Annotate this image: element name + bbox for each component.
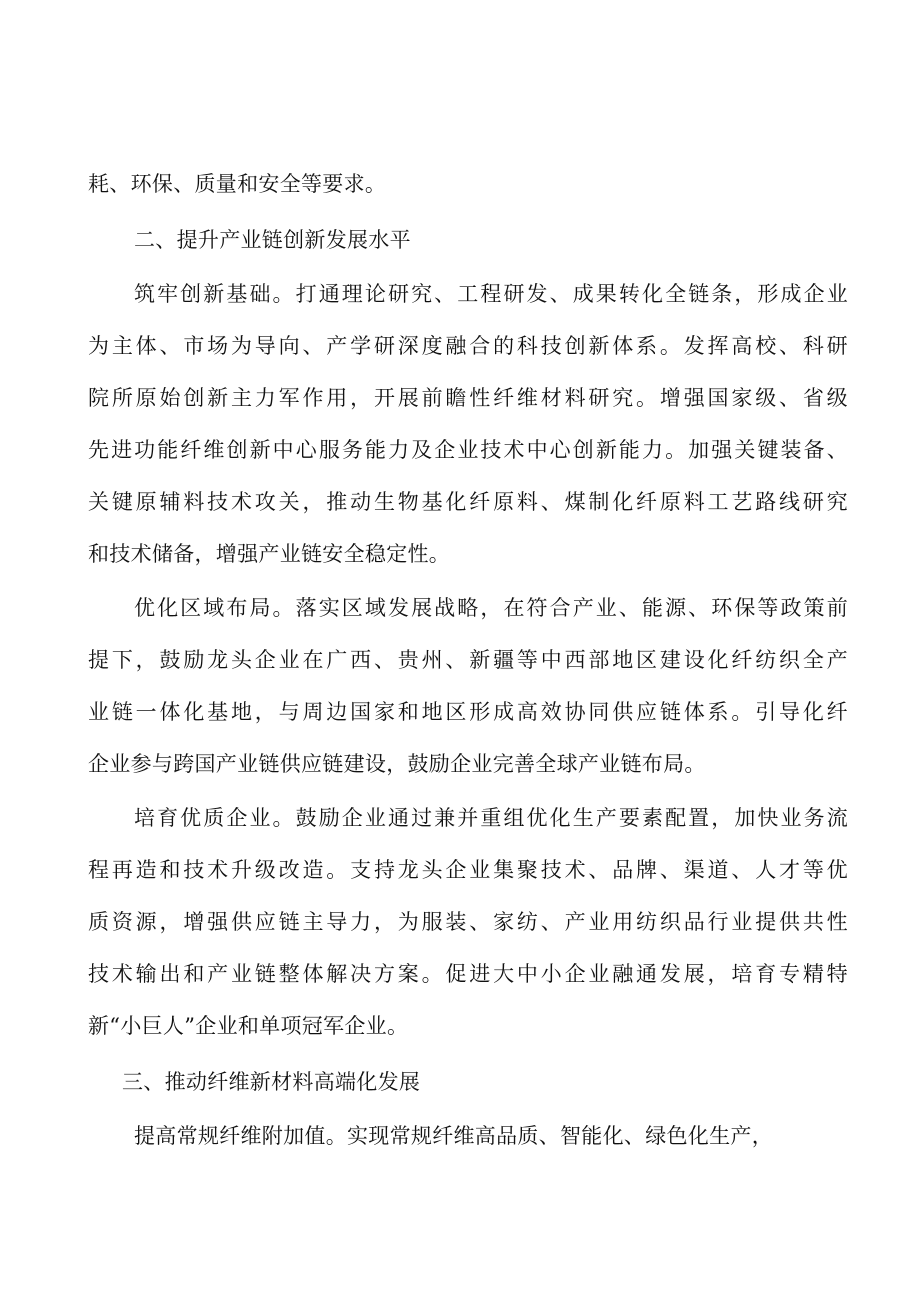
paragraph-line: 业链一体化基地，与周边国家和地区形成高效协同供应链体系。引导化纤 bbox=[88, 700, 848, 724]
paragraph-line: 新“小巨人”企业和单项冠军企业。 bbox=[88, 1014, 409, 1038]
paragraph-line: 培育优质企业。鼓励企业通过兼并重组优化生产要素配置，加快业务流 bbox=[134, 806, 848, 830]
paragraph-line: 关键原辅料技术攻关，推动生物基化纤原料、煤制化纤原料工艺路线研究 bbox=[88, 490, 848, 514]
paragraph-line: 提高常规纤维附加值。实现常规纤维高品质、智能化、绿色化生产， bbox=[134, 1124, 773, 1148]
section-heading-2: 二、提升产业链创新发展水平 bbox=[134, 228, 411, 252]
paragraph-line: 和技术储备，增强产业链安全稳定性。 bbox=[88, 542, 451, 566]
paragraph-line: 企业参与跨国产业链供应链建设，鼓励企业完善全球产业链布局。 bbox=[88, 752, 706, 776]
paragraph-line: 耗、环保、质量和安全等要求。 bbox=[88, 172, 387, 196]
paragraph-line: 筑牢创新基础。打通理论研究、工程研发、成果转化全链条，形成企业 bbox=[134, 282, 848, 306]
paragraph-line: 技术输出和产业链整体解决方案。促进大中小企业融通发展，培育专精特 bbox=[88, 962, 848, 986]
paragraph-line: 为主体、市场为导向、产学研深度融合的科技创新体系。发挥高校、科研 bbox=[88, 334, 848, 358]
section-heading-3: 三、推动纤维新材料高端化发展 bbox=[122, 1070, 421, 1094]
paragraph-line: 程再造和技术升级改造。支持龙头企业集聚技术、品牌、渠道、人才等优 bbox=[88, 858, 848, 882]
paragraph-line: 先进功能纤维创新中心服务能力及企业技术中心创新能力。加强关键装备、 bbox=[88, 438, 848, 462]
paragraph-line: 优化区域布局。落实区域发展战略，在符合产业、能源、环保等政策前 bbox=[134, 596, 848, 620]
paragraph-line: 提下，鼓励龙头企业在广西、贵州、新疆等中西部地区建设化纤纺织全产 bbox=[88, 648, 848, 672]
paragraph-line: 质资源，增强供应链主导力，为服装、家纺、产业用纺织品行业提供共性 bbox=[88, 910, 848, 934]
paragraph-line: 院所原始创新主力军作用，开展前瞻性纤维材料研究。增强国家级、省级 bbox=[88, 386, 848, 410]
